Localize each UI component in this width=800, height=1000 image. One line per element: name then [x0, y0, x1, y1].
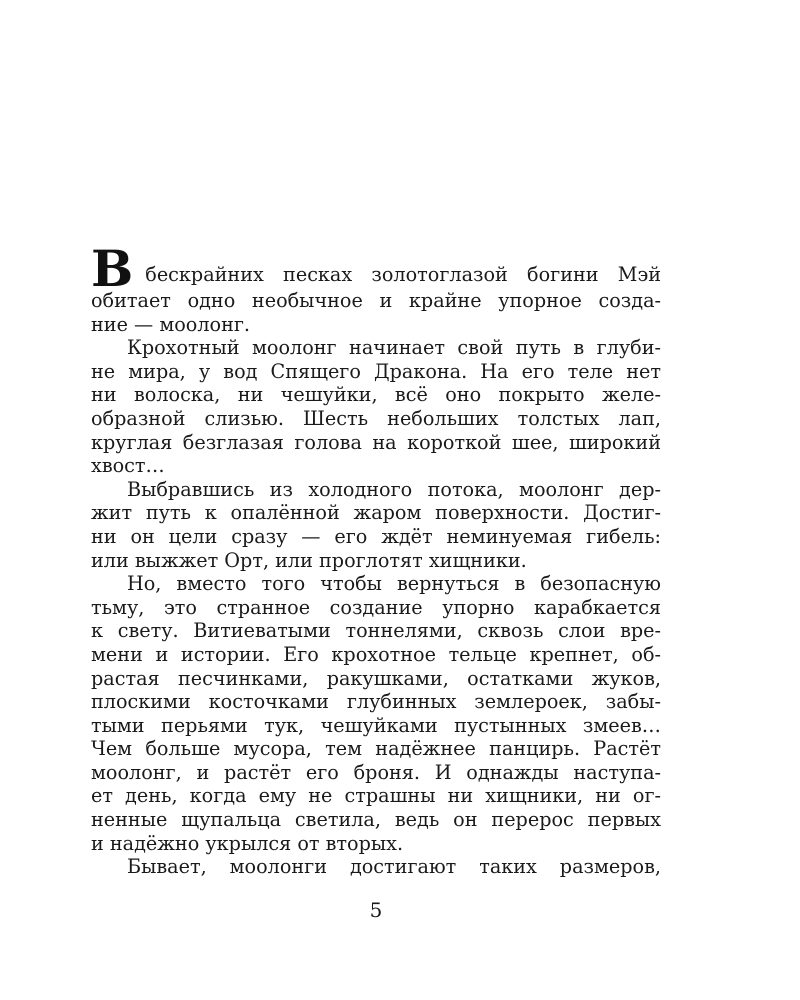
text-line: растая песчинками, ракушками, остатками жуков, — [91, 666, 661, 690]
text-line: к свету. Витиеватыми тоннелями, сквозь слои вре- — [91, 619, 661, 643]
text-line: Бывает, моолонги достигают таких размеров, — [127, 855, 661, 879]
text-line: обитает одно необычное и крайне упорное созда- — [91, 289, 661, 312]
text-line: Но, вместо того чтобы вернуться в безопасную — [127, 572, 661, 596]
text-line: мени и истории. Его крохотное тельце крепнет, об- — [91, 642, 661, 666]
drop-cap: В — [91, 239, 134, 298]
text-line: не мира, у вод Спящего Дракона. На его теле нет — [91, 359, 661, 383]
text-line: или выжжет Орт, или проглотят хищники. — [91, 548, 527, 572]
text-line: образной слизью. Шесть небольших толстых лап, — [91, 406, 661, 430]
first-line — [91, 239, 661, 298]
text-line: тыми перьями тук, чешуйками пустынных змеев… — [91, 713, 661, 737]
text-line: жит путь к опалённой жаром поверхности. Достиг- — [91, 501, 661, 525]
text-line: ни волоска, ни чешуйки, всё оно покрыто желе- — [91, 383, 661, 407]
text-line: хвост… — [91, 454, 165, 478]
text-line: Выбравшись из холодного потока, моолонг дер- — [127, 477, 661, 501]
page-number: 5 — [369, 898, 383, 922]
text-line: тьму, это странное создание упорно карабкается — [91, 595, 661, 619]
text-line: Чем больше мусора, тем надёжнее панцирь. Растёт — [91, 737, 661, 761]
text-line: плоскими косточками глубинных землероек, забы- — [91, 690, 661, 714]
text-line: круглая безглазая голова на короткой шее, широкий — [91, 430, 661, 454]
body-text — [91, 239, 661, 879]
text-line: ние — моолонг. — [91, 312, 251, 336]
text-line: и надёжно укрылся от вторых. — [91, 831, 404, 855]
text-line: ни он цели сразу — его ждёт неминуемая гибель: — [91, 524, 661, 548]
text-line: ненные щупальца светила, ведь он перерос первых — [91, 808, 661, 832]
text-line: моолонг, и растёт его броня. И однажды наступа- — [91, 760, 661, 784]
text-line: бескрайних песках золотоглазой богини Мэй — [145, 263, 661, 287]
text-line: Крохотный моолонг начинает свой путь в глуби- — [127, 336, 661, 360]
text-line: ет день, когда ему не страшны ни хищники, ни ог- — [91, 784, 661, 808]
